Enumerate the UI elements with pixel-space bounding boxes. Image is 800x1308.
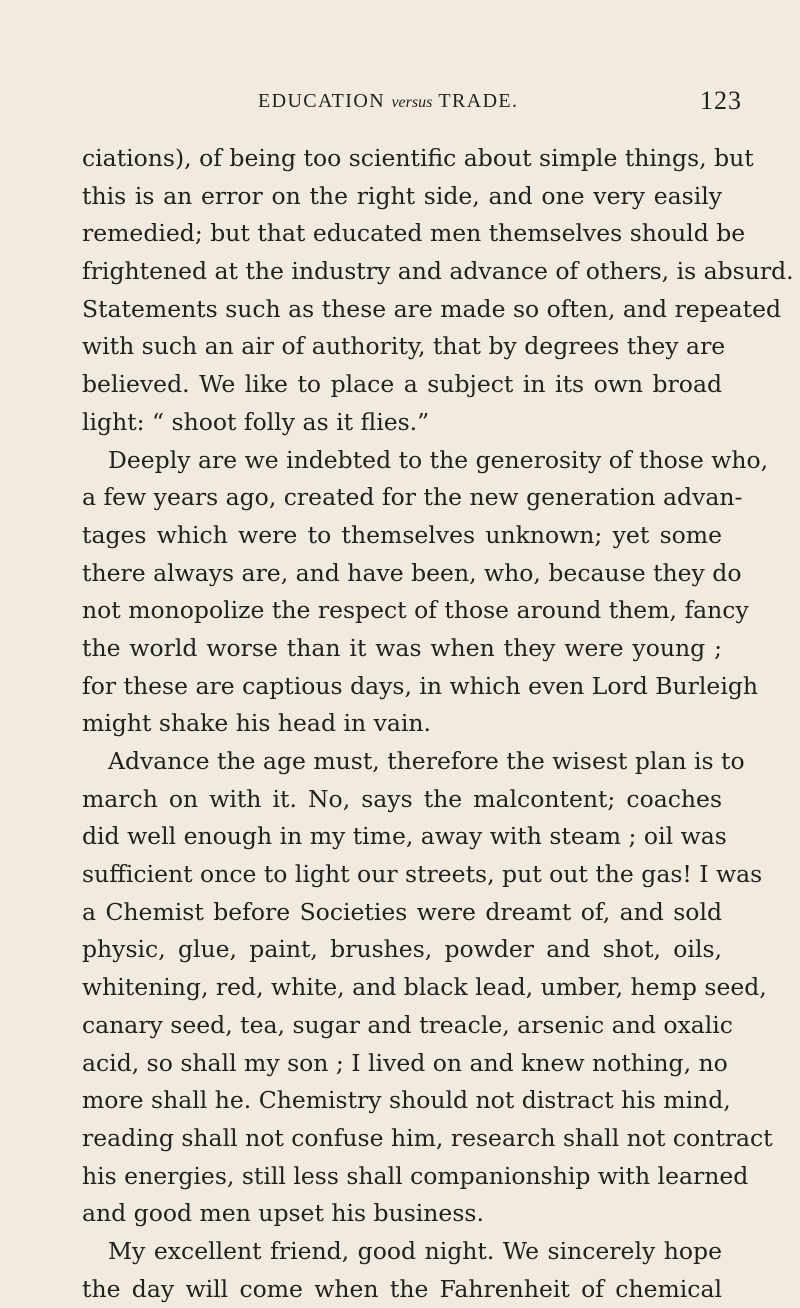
text-line: and good men upset his business. (82, 1199, 484, 1228)
text-line: frightened at the industry and advance of others, is absurd. (82, 257, 794, 286)
text-line: Statements such as these are made so often, and repeated (82, 294, 782, 323)
text-line: reading shall not confuse him, research shall not contract (82, 1123, 773, 1152)
page-number: 123 (700, 86, 742, 115)
text-line: might shake his head in vain. (82, 709, 431, 738)
running-title-versus: versus (391, 94, 433, 111)
text-line: whitening, red, white, and black lead, umber, hemp seed, (82, 973, 767, 1002)
text-line: believed. We like to place a subject in its own broad (82, 370, 722, 399)
text-line: did well enough in my time, away with steam ; oil was (82, 822, 727, 851)
text-line: a Chemist before Societies were dreamt of, and sold (82, 897, 722, 926)
text-line: My excellent friend, good night. We sincerely hope (108, 1236, 722, 1265)
text-line: canary seed, tea, sugar and treacle, arsenic and oxalic (82, 1010, 733, 1039)
text-line: light: “ shoot folly as it flies.” (82, 407, 430, 436)
text-line: there always are, and have been, who, because they do (82, 558, 742, 587)
text-line: a few years ago, created for the new generation advan- (82, 483, 743, 512)
text-line: acid, so shall my son ; I lived on and knew nothing, no (82, 1048, 728, 1077)
text-line: more shall he. Chemistry should not distract his mind, (82, 1086, 731, 1115)
text-line: ciations), of being too scientific about simple things, but (82, 144, 754, 172)
running-title (258, 90, 518, 113)
body-text (82, 140, 794, 1308)
running-title-right: TRADE. (438, 90, 519, 112)
text-line: tages which were to themselves unknown; yet some (82, 520, 722, 549)
text-line: with such an air of authority, that by degrees they are (82, 332, 726, 361)
text-line: the world worse than it was when they were young ; (82, 633, 722, 662)
text-line: Deeply are we indebted to the generosity of those who, (108, 445, 769, 474)
text-line: sufficient once to light our streets, put out the gas! I was (82, 860, 763, 889)
text-line: the day will come when the Fahrenheit of chemical (82, 1274, 722, 1303)
running-title-left: EDUCATION (258, 90, 386, 112)
text-line: his energies, still less shall companionship with learned (82, 1161, 749, 1190)
text-line: Advance the age must, therefore the wisest plan is to (108, 747, 745, 775)
running-head (0, 84, 800, 114)
text-line: physic, glue, paint, brushes, powder and shot, oils, (82, 935, 722, 964)
text-line: this is an error on the right side, and one very easily (82, 181, 722, 210)
text-line: remedied; but that educated men themselves should be (82, 219, 746, 248)
text-line: for these are captious days, in which even Lord Burleigh (82, 671, 759, 700)
text-line: march on with it. No, says the malcontent; coaches (82, 784, 722, 813)
text-line: not monopolize the respect of those around them, fancy (82, 596, 749, 625)
